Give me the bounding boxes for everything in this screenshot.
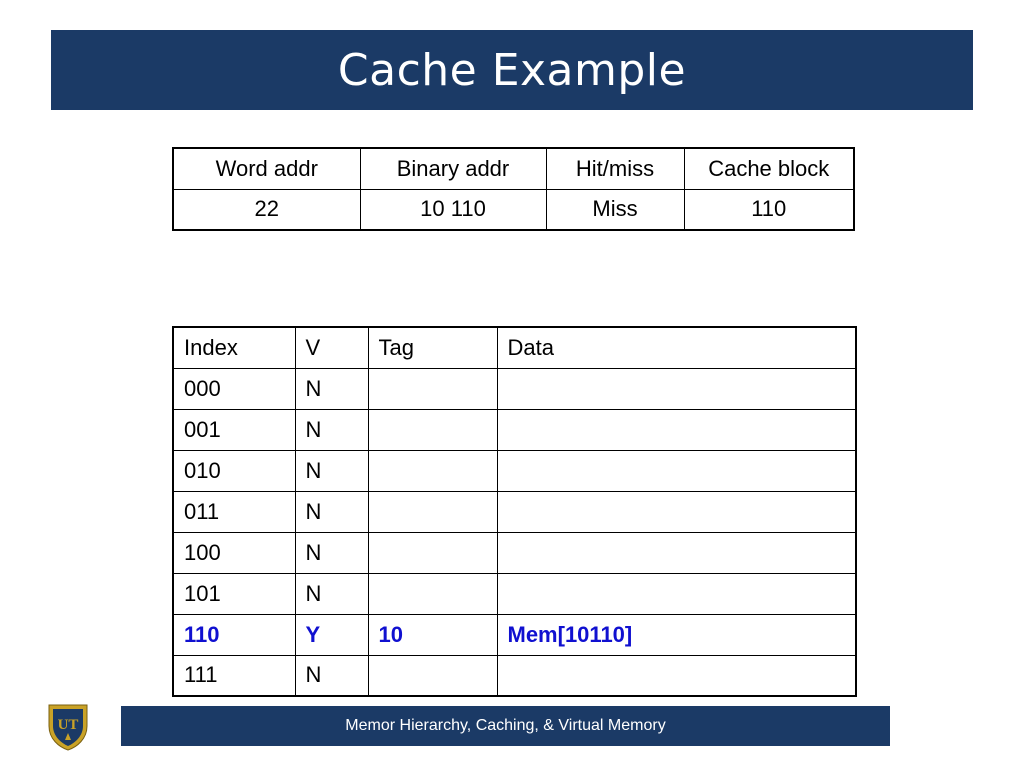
cell-index: 100 (173, 532, 295, 573)
cell-cache-block: 110 (684, 189, 854, 230)
cache-row-highlighted (173, 614, 856, 655)
access-table-row (173, 189, 854, 230)
cache-row (173, 573, 856, 614)
header-word-addr: Word addr (173, 148, 360, 189)
cell-tag (368, 491, 497, 532)
access-table-header-row (173, 148, 854, 189)
cell-tag (368, 450, 497, 491)
cell-index: 011 (173, 491, 295, 532)
cell-valid: N (295, 491, 368, 532)
logo-text: UT (57, 717, 79, 733)
cell-tag (368, 655, 497, 696)
slide-title: Cache Example (337, 44, 687, 96)
cell-data (497, 573, 856, 614)
cell-tag (368, 532, 497, 573)
cell-tag (368, 409, 497, 450)
cell-data (497, 655, 856, 696)
cell-index: 111 (173, 655, 295, 696)
cell-hit-miss: Miss (546, 189, 684, 230)
header-data: Data (497, 327, 856, 368)
header-index: Index (173, 327, 295, 368)
title-banner (51, 30, 973, 110)
cell-valid: N (295, 655, 368, 696)
access-table (172, 147, 855, 231)
header-hit-miss: Hit/miss (546, 148, 684, 189)
cell-tag: 10 (368, 614, 497, 655)
cell-index: 001 (173, 409, 295, 450)
cell-valid: N (295, 573, 368, 614)
cell-valid: N (295, 532, 368, 573)
cell-tag (368, 573, 497, 614)
cell-data (497, 532, 856, 573)
cache-row (173, 409, 856, 450)
footer-text: Memor Hierarchy, Caching, & Virtual Memory (345, 717, 666, 734)
cell-data (497, 491, 856, 532)
cache-table (172, 326, 857, 697)
cell-index: 010 (173, 450, 295, 491)
cell-index: 000 (173, 368, 295, 409)
cell-binary-addr: 10 110 (360, 189, 546, 230)
cell-index: 101 (173, 573, 295, 614)
cell-tag (368, 368, 497, 409)
cache-table-header-row (173, 327, 856, 368)
cell-data: Mem[10110] (497, 614, 856, 655)
cell-index: 110 (173, 614, 295, 655)
cache-row (173, 368, 856, 409)
cache-row (173, 655, 856, 696)
header-binary-addr: Binary addr (360, 148, 546, 189)
cache-row (173, 450, 856, 491)
cell-valid: N (295, 409, 368, 450)
cell-valid: N (295, 450, 368, 491)
cell-word-addr: 22 (173, 189, 360, 230)
cell-valid: N (295, 368, 368, 409)
header-tag: Tag (368, 327, 497, 368)
cache-row (173, 532, 856, 573)
cell-data (497, 409, 856, 450)
header-valid: V (295, 327, 368, 368)
cell-valid: Y (295, 614, 368, 655)
cell-data (497, 450, 856, 491)
footer-banner (121, 706, 890, 746)
ut-shield-logo-icon (46, 702, 90, 752)
header-cache-block: Cache block (684, 148, 854, 189)
cell-data (497, 368, 856, 409)
cache-row (173, 491, 856, 532)
